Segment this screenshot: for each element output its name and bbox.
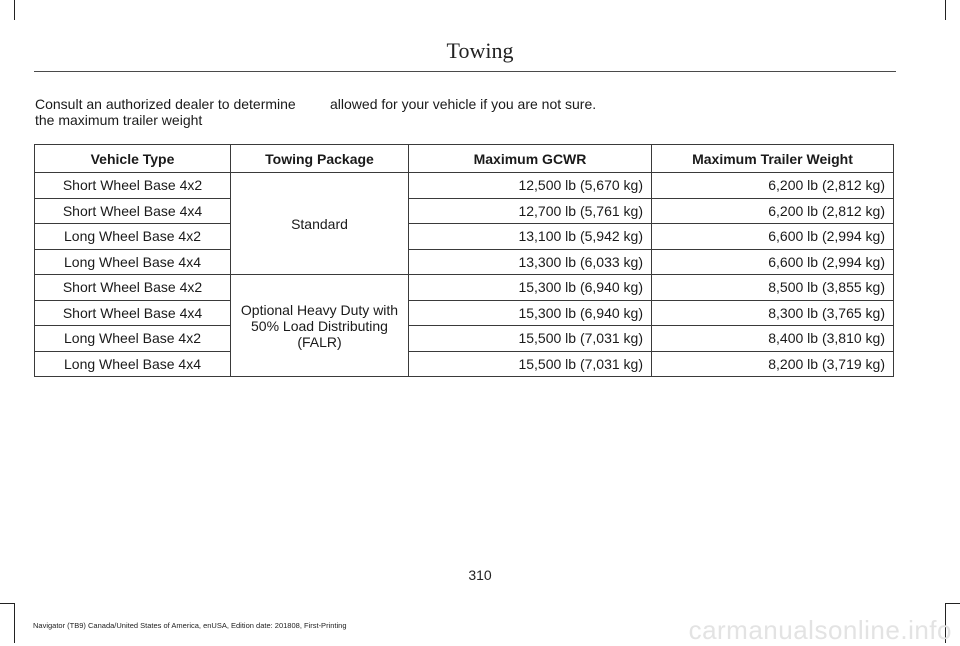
intro-text-left: Consult an authorized dealer to determine the maximum trailer weight xyxy=(35,96,296,128)
max-gcwr-cell: 15,300 lb (6,940 kg) xyxy=(409,275,652,301)
table-row xyxy=(35,351,894,377)
edition-footer: Navigator (TB9) Canada/United States of America, enUSA, Edition date: 201808, First-Printing xyxy=(33,621,347,630)
vehicle-type-cell: Short Wheel Base 4x4 xyxy=(35,198,231,224)
crop-mark-top-left-v xyxy=(14,0,15,20)
max-gcwr-cell: 15,500 lb (7,031 kg) xyxy=(409,351,652,377)
max-trailer-weight-cell: 8,400 lb (3,810 kg) xyxy=(652,326,894,352)
max-gcwr-cell: 12,500 lb (5,670 kg) xyxy=(409,173,652,199)
max-gcwr-cell: 15,300 lb (6,940 kg) xyxy=(409,300,652,326)
table-header-row xyxy=(35,145,894,173)
page-number: 310 xyxy=(468,567,492,583)
table-row xyxy=(35,326,894,352)
header-towing-package: Towing Package xyxy=(231,145,409,173)
max-trailer-weight-cell: 8,300 lb (3,765 kg) xyxy=(652,300,894,326)
vehicle-type-cell: Long Wheel Base 4x4 xyxy=(35,249,231,275)
crop-mark-bottom-left-v xyxy=(14,603,15,643)
max-trailer-weight-cell: 6,200 lb (2,812 kg) xyxy=(652,198,894,224)
max-gcwr-cell: 12,700 lb (5,761 kg) xyxy=(409,198,652,224)
vehicle-type-cell: Long Wheel Base 4x2 xyxy=(35,224,231,250)
max-trailer-weight-cell: 8,200 lb (3,719 kg) xyxy=(652,351,894,377)
max-gcwr-cell: 15,500 lb (7,031 kg) xyxy=(409,326,652,352)
table-row xyxy=(35,275,894,301)
page-title: Towing xyxy=(446,38,514,63)
max-gcwr-cell: 13,300 lb (6,033 kg) xyxy=(409,249,652,275)
towing-capacity-table xyxy=(34,144,894,377)
max-gcwr-cell: 13,100 lb (5,942 kg) xyxy=(409,224,652,250)
max-trailer-weight-cell: 6,600 lb (2,994 kg) xyxy=(652,224,894,250)
header-vehicle-type: Vehicle Type xyxy=(35,145,231,173)
max-trailer-weight-cell: 6,600 lb (2,994 kg) xyxy=(652,249,894,275)
vehicle-type-cell: Long Wheel Base 4x4 xyxy=(35,351,231,377)
towing-package-cell: Standard xyxy=(231,173,409,275)
vehicle-type-cell: Long Wheel Base 4x2 xyxy=(35,326,231,352)
max-trailer-weight-cell: 6,200 lb (2,812 kg) xyxy=(652,173,894,199)
vehicle-type-cell: Short Wheel Base 4x2 xyxy=(35,173,231,199)
vehicle-type-cell: Short Wheel Base 4x2 xyxy=(35,275,231,301)
intro-text-right: allowed for your vehicle if you are not sure. xyxy=(330,96,597,112)
header-maximum-trailer-weight: Maximum Trailer Weight xyxy=(652,145,894,173)
header-maximum-gcwr: Maximum GCWR xyxy=(409,145,652,173)
table-row xyxy=(35,173,894,199)
table-row xyxy=(35,300,894,326)
vehicle-type-cell: Short Wheel Base 4x4 xyxy=(35,300,231,326)
table-row xyxy=(35,224,894,250)
crop-mark-bottom-right-h xyxy=(945,603,960,604)
towing-package-cell: Optional Heavy Duty with 50% Load Distributing (FALR) xyxy=(231,275,409,377)
max-trailer-weight-cell: 8,500 lb (3,855 kg) xyxy=(652,275,894,301)
crop-mark-top-right-v xyxy=(945,0,946,20)
table-row xyxy=(35,198,894,224)
crop-mark-bottom-left-h xyxy=(0,603,14,604)
watermark: carmanualsonline.info xyxy=(688,615,952,645)
table-row xyxy=(35,249,894,275)
title-divider xyxy=(34,71,896,72)
